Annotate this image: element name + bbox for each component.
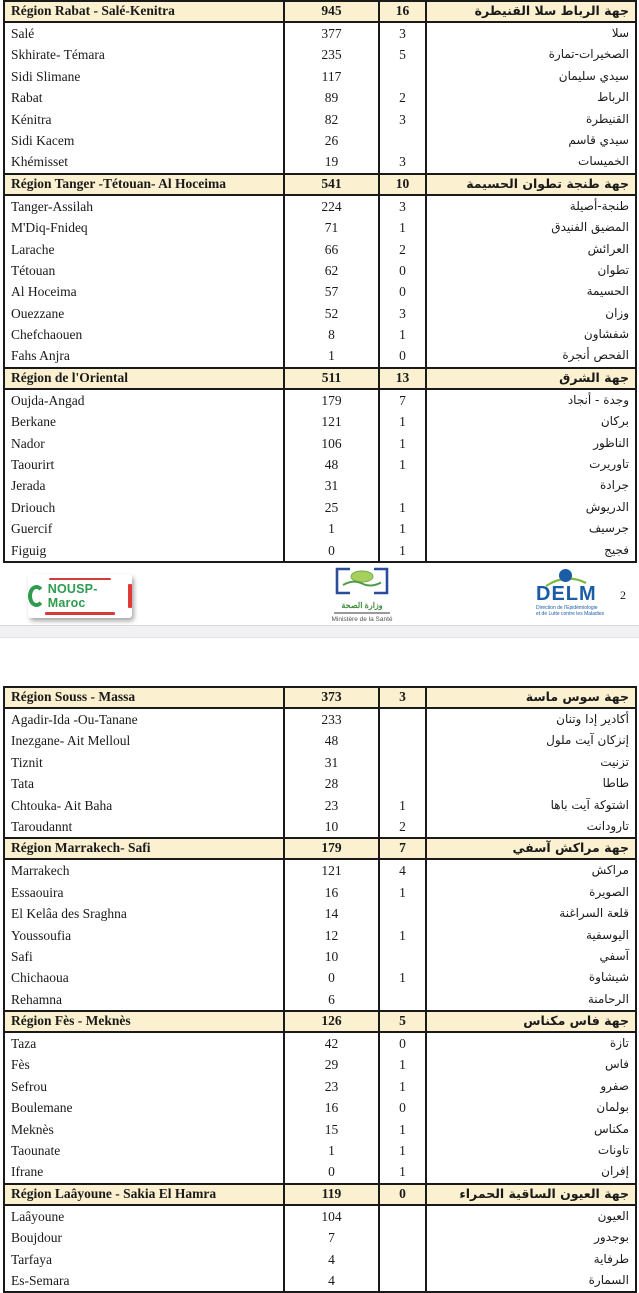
city-row bbox=[5, 196, 635, 217]
city-row bbox=[5, 303, 635, 324]
city-row bbox=[5, 1119, 635, 1140]
city-name-fr: Al Hoceima bbox=[5, 281, 285, 302]
city-row bbox=[5, 239, 635, 260]
city-name-ar: جرسيف bbox=[588, 521, 629, 536]
city-cases: 1 bbox=[285, 1140, 380, 1161]
city-row bbox=[5, 925, 635, 946]
city-deaths: 3 bbox=[380, 196, 427, 217]
ministry-emblem-icon bbox=[334, 567, 390, 595]
city-row bbox=[5, 217, 635, 238]
city-name-fr: Fahs Anjra bbox=[5, 345, 285, 366]
city-name-fr: Tiznit bbox=[5, 752, 285, 773]
city-name-fr: Berkane bbox=[5, 411, 285, 432]
city-name-ar: الناظور bbox=[593, 435, 629, 450]
city-deaths: 0 bbox=[380, 1097, 427, 1118]
city-deaths: 4 bbox=[380, 860, 427, 881]
page-separator-band bbox=[0, 625, 639, 638]
city-deaths bbox=[380, 130, 427, 151]
city-name-ar: آسفي bbox=[599, 948, 629, 963]
city-name-fr: Taounate bbox=[5, 1140, 285, 1161]
city-deaths bbox=[380, 773, 427, 794]
city-deaths bbox=[380, 1249, 427, 1270]
city-cases: 233 bbox=[285, 709, 380, 730]
city-name-fr: Chichaoua bbox=[5, 967, 285, 988]
city-name-fr: Salé bbox=[5, 23, 285, 44]
region-name-fr: Région de l'Oriental bbox=[5, 369, 285, 388]
city-name-ar: قلعة السراغنة bbox=[559, 906, 629, 921]
nousp-arc-icon bbox=[28, 585, 45, 607]
region-total-deaths: 3 bbox=[380, 688, 427, 707]
city-deaths: 1 bbox=[380, 1161, 427, 1182]
delm-circle-icon bbox=[559, 569, 572, 582]
city-deaths: 1 bbox=[380, 1054, 427, 1075]
city-name-ar: الحسيمة bbox=[586, 284, 629, 299]
region-name-ar: جهة الشرق bbox=[559, 369, 629, 385]
city-name-fr: Ouezzane bbox=[5, 303, 285, 324]
city-name-ar: وجدة - أنجاد bbox=[567, 392, 629, 407]
city-name-ar: فاس bbox=[604, 1057, 629, 1072]
city-name-fr: Tétouan bbox=[5, 260, 285, 281]
region-name-fr: Région Rabat - Salé-Kenitra bbox=[5, 2, 285, 21]
city-name-fr: Jerada bbox=[5, 475, 285, 496]
city-name-fr: Meknès bbox=[5, 1119, 285, 1140]
city-row bbox=[5, 709, 635, 730]
city-cases: 31 bbox=[285, 752, 380, 773]
city-name-ar: العيون bbox=[597, 1208, 629, 1223]
city-deaths: 1 bbox=[380, 324, 427, 345]
nousp-maroc-logo bbox=[28, 574, 132, 618]
city-cases: 4 bbox=[285, 1270, 380, 1291]
city-name-ar: وزان bbox=[605, 305, 629, 320]
city-cases: 121 bbox=[285, 411, 380, 432]
city-row bbox=[5, 44, 635, 65]
city-row bbox=[5, 1249, 635, 1270]
city-name-ar: شيشاوة bbox=[588, 970, 629, 985]
city-deaths: 1 bbox=[380, 967, 427, 988]
city-name-fr: Safi bbox=[5, 946, 285, 967]
region-total-deaths: 5 bbox=[380, 1012, 427, 1031]
city-cases: 14 bbox=[285, 903, 380, 924]
region-name-ar: جهة فاس مكناس bbox=[523, 1013, 629, 1029]
city-name-fr: Khémisset bbox=[5, 151, 285, 172]
city-name-ar: سلا bbox=[611, 26, 629, 40]
city-cases: 6 bbox=[285, 989, 380, 1010]
city-deaths: 1 bbox=[380, 411, 427, 432]
city-cases: 4 bbox=[285, 1249, 380, 1270]
city-name-fr: Taourirt bbox=[5, 454, 285, 475]
city-row bbox=[5, 109, 635, 130]
city-deaths: 3 bbox=[380, 23, 427, 44]
city-cases: 16 bbox=[285, 882, 380, 903]
city-deaths: 3 bbox=[380, 303, 427, 324]
city-deaths: 1 bbox=[380, 1119, 427, 1140]
city-name-fr: Inezgane- Ait Melloul bbox=[5, 730, 285, 751]
city-cases: 26 bbox=[285, 130, 380, 151]
region-name-fr: Région Tanger -Tétouan- Al Hoceima bbox=[5, 175, 285, 194]
city-row bbox=[5, 989, 635, 1010]
city-name-fr: Boujdour bbox=[5, 1227, 285, 1248]
city-row bbox=[5, 281, 635, 302]
region-header-row bbox=[5, 367, 635, 390]
nousp-red-bar bbox=[128, 584, 132, 608]
region-header-row bbox=[5, 0, 635, 23]
page-footer bbox=[0, 561, 639, 625]
city-name-ar: تاونات bbox=[597, 1143, 629, 1158]
city-cases: 71 bbox=[285, 217, 380, 238]
region-name-fr: Région Marrakech- Safi bbox=[5, 839, 285, 858]
city-row bbox=[5, 1140, 635, 1161]
region-total-cases: 541 bbox=[285, 175, 380, 194]
city-deaths: 1 bbox=[380, 497, 427, 518]
city-cases: 10 bbox=[285, 946, 380, 967]
city-name-ar: أكادير إدا وتنان bbox=[556, 712, 629, 726]
city-cases: 1 bbox=[285, 518, 380, 539]
city-name-ar: الدريوش bbox=[585, 499, 629, 514]
city-row bbox=[5, 1076, 635, 1097]
city-deaths: 1 bbox=[380, 1140, 427, 1161]
region-total-deaths: 7 bbox=[380, 839, 427, 858]
city-name-fr: Nador bbox=[5, 433, 285, 454]
city-row bbox=[5, 433, 635, 454]
city-cases: 48 bbox=[285, 730, 380, 751]
region-name-fr: Région Souss - Massa bbox=[5, 688, 285, 707]
city-row bbox=[5, 23, 635, 44]
ministry-french-label: Ministère de la Santé bbox=[331, 616, 393, 623]
city-row bbox=[5, 967, 635, 988]
city-name-fr: Boulemane bbox=[5, 1097, 285, 1118]
city-cases: 117 bbox=[285, 66, 380, 87]
city-name-ar: المضيق الفنيدق bbox=[551, 220, 629, 235]
city-row bbox=[5, 795, 635, 816]
city-row bbox=[5, 730, 635, 751]
city-row bbox=[5, 66, 635, 87]
city-deaths bbox=[380, 66, 427, 87]
city-cases: 7 bbox=[285, 1227, 380, 1248]
city-cases: 82 bbox=[285, 109, 380, 130]
city-row bbox=[5, 411, 635, 432]
regions-table-page1 bbox=[3, 0, 637, 563]
city-name-fr: Tarfaya bbox=[5, 1249, 285, 1270]
city-deaths bbox=[380, 1206, 427, 1227]
city-name-fr: Larache bbox=[5, 239, 285, 260]
city-name-fr: Marrakech bbox=[5, 860, 285, 881]
city-name-ar: تاوريرت bbox=[589, 457, 629, 472]
city-cases: 16 bbox=[285, 1097, 380, 1118]
city-name-fr: Figuig bbox=[5, 540, 285, 561]
city-name-ar: الخميسات bbox=[578, 154, 629, 169]
region-name-ar: جهة الرباط سلا القنيطرة bbox=[474, 3, 629, 18]
city-cases: 31 bbox=[285, 475, 380, 496]
city-row bbox=[5, 518, 635, 539]
region-header-row bbox=[5, 837, 635, 860]
city-cases: 224 bbox=[285, 196, 380, 217]
city-deaths: 1 bbox=[380, 882, 427, 903]
city-cases: 121 bbox=[285, 860, 380, 881]
city-deaths: 0 bbox=[380, 281, 427, 302]
region-total-cases: 373 bbox=[285, 688, 380, 707]
city-deaths: 1 bbox=[380, 217, 427, 238]
city-cases: 179 bbox=[285, 390, 380, 411]
city-deaths bbox=[380, 989, 427, 1010]
city-name-fr: Skhirate- Témara bbox=[5, 44, 285, 65]
city-name-ar: اشتوكة آيت باها bbox=[550, 797, 629, 812]
city-deaths: 5 bbox=[380, 44, 427, 65]
city-name-fr: Taza bbox=[5, 1033, 285, 1054]
city-name-fr: Ifrane bbox=[5, 1161, 285, 1182]
region-name-ar: جهة مراكش آسفي bbox=[512, 840, 629, 856]
city-row bbox=[5, 130, 635, 151]
city-name-fr: Tanger-Assilah bbox=[5, 196, 285, 217]
city-name-ar: العرائش bbox=[587, 241, 629, 256]
city-cases: 48 bbox=[285, 454, 380, 475]
city-row bbox=[5, 773, 635, 794]
city-name-fr: Es-Semara bbox=[5, 1270, 285, 1291]
city-deaths: 1 bbox=[380, 518, 427, 539]
city-row bbox=[5, 324, 635, 345]
city-cases: 52 bbox=[285, 303, 380, 324]
city-deaths: 7 bbox=[380, 390, 427, 411]
region-total-deaths: 0 bbox=[380, 1185, 427, 1204]
region-total-deaths: 13 bbox=[380, 369, 427, 388]
delm-label: DELM bbox=[536, 583, 597, 605]
city-deaths bbox=[380, 709, 427, 730]
city-cases: 104 bbox=[285, 1206, 380, 1227]
city-row bbox=[5, 540, 635, 561]
city-deaths: 2 bbox=[380, 87, 427, 108]
city-deaths bbox=[380, 946, 427, 967]
region-total-deaths: 10 bbox=[380, 175, 427, 194]
city-name-ar: سيدي قاسم bbox=[568, 132, 629, 147]
city-name-ar: اليوسفية bbox=[586, 927, 629, 942]
city-row bbox=[5, 260, 635, 281]
city-name-fr: Rabat bbox=[5, 87, 285, 108]
ministry-of-health-logo bbox=[322, 567, 402, 623]
city-name-fr: El Kelâa des Sraghna bbox=[5, 903, 285, 924]
city-name-ar: الصخيرات-تمارة bbox=[548, 47, 629, 62]
city-row bbox=[5, 454, 635, 475]
city-row bbox=[5, 475, 635, 496]
city-name-ar: تازة bbox=[609, 1036, 629, 1051]
city-row bbox=[5, 860, 635, 881]
city-name-fr: Guercif bbox=[5, 518, 285, 539]
city-row bbox=[5, 1054, 635, 1075]
region-header-row bbox=[5, 1010, 635, 1033]
city-name-ar: جرادة bbox=[599, 478, 629, 493]
city-deaths bbox=[380, 475, 427, 496]
city-deaths: 1 bbox=[380, 1076, 427, 1097]
city-name-ar: القنيطرة bbox=[585, 111, 629, 126]
city-row bbox=[5, 1097, 635, 1118]
city-name-fr: Sefrou bbox=[5, 1076, 285, 1097]
region-header-row bbox=[5, 1183, 635, 1206]
city-cases: 106 bbox=[285, 433, 380, 454]
city-deaths: 0 bbox=[380, 260, 427, 281]
region-total-cases: 511 bbox=[285, 369, 380, 388]
city-row bbox=[5, 816, 635, 837]
city-deaths bbox=[380, 903, 427, 924]
city-name-ar: فجيج bbox=[604, 542, 629, 557]
city-name-ar: تطوان bbox=[597, 262, 629, 277]
city-deaths bbox=[380, 1270, 427, 1291]
city-name-ar: طنجة-أصيلة bbox=[569, 198, 629, 213]
city-cases: 23 bbox=[285, 1076, 380, 1097]
region-name-ar: جهة سوس ماسة bbox=[525, 689, 629, 704]
delm-subtitle-line1: Direction de l'Epidémiologie bbox=[536, 605, 598, 611]
city-deaths bbox=[380, 730, 427, 751]
city-name-ar: بوجدور bbox=[594, 1230, 629, 1245]
city-name-fr: Sidi Slimane bbox=[5, 66, 285, 87]
city-name-ar: مكناس bbox=[594, 1121, 629, 1136]
city-cases: 25 bbox=[285, 497, 380, 518]
city-name-fr: Tata bbox=[5, 773, 285, 794]
city-name-fr: Youssoufia bbox=[5, 925, 285, 946]
city-row bbox=[5, 345, 635, 366]
city-name-fr: Taroudannt bbox=[5, 816, 285, 837]
city-name-fr: Agadir-Ida -Ou-Tanane bbox=[5, 709, 285, 730]
city-cases: 1 bbox=[285, 345, 380, 366]
city-name-fr: Laâyoune bbox=[5, 1206, 285, 1227]
region-total-cases: 119 bbox=[285, 1185, 380, 1204]
city-row bbox=[5, 903, 635, 924]
city-deaths: 0 bbox=[380, 1033, 427, 1054]
city-name-ar: شفشاون bbox=[583, 327, 629, 342]
ministry-arabic-label: وزارة الصحة bbox=[341, 601, 383, 610]
city-row bbox=[5, 1270, 635, 1291]
city-name-fr: Oujda-Angad bbox=[5, 390, 285, 411]
region-name-ar: جهة العيون الساقية الحمراء bbox=[459, 1185, 629, 1201]
city-deaths: 1 bbox=[380, 454, 427, 475]
city-name-fr: M'Diq-Fnideq bbox=[5, 217, 285, 238]
city-cases: 23 bbox=[285, 795, 380, 816]
regions-table-page2 bbox=[3, 686, 637, 1293]
city-name-ar: تزنيت bbox=[600, 754, 629, 769]
city-row bbox=[5, 497, 635, 518]
region-header-row bbox=[5, 173, 635, 196]
region-total-cases: 945 bbox=[285, 2, 380, 21]
city-cases: 62 bbox=[285, 260, 380, 281]
city-name-fr: Fès bbox=[5, 1054, 285, 1075]
city-row bbox=[5, 1227, 635, 1248]
delm-logo bbox=[536, 569, 616, 617]
region-total-deaths: 16 bbox=[380, 2, 427, 21]
city-deaths bbox=[380, 752, 427, 773]
city-cases: 235 bbox=[285, 44, 380, 65]
city-cases: 66 bbox=[285, 239, 380, 260]
city-deaths: 3 bbox=[380, 151, 427, 172]
city-name-ar: الرباط bbox=[597, 90, 629, 105]
city-row bbox=[5, 946, 635, 967]
city-name-fr: Chefchaouen bbox=[5, 324, 285, 345]
city-cases: 89 bbox=[285, 87, 380, 108]
city-name-ar: بولمان bbox=[596, 1100, 629, 1115]
city-name-fr: Kénitra bbox=[5, 109, 285, 130]
city-cases: 377 bbox=[285, 23, 380, 44]
city-name-ar: الفحص أنجرة bbox=[562, 348, 629, 363]
city-name-ar: إفران bbox=[601, 1164, 629, 1179]
city-cases: 10 bbox=[285, 816, 380, 837]
delm-subtitle-line2: et de Lutte contre les Maladies bbox=[536, 611, 605, 617]
region-name-fr: Région Laâyoune - Sakia El Hamra bbox=[5, 1185, 285, 1204]
city-name-fr: Driouch bbox=[5, 497, 285, 518]
city-row bbox=[5, 752, 635, 773]
nousp-label: NOUSP-Maroc bbox=[47, 582, 98, 610]
page-number: 2 bbox=[620, 588, 626, 602]
ministry-tifinagh-strip bbox=[334, 612, 390, 614]
city-cases: 29 bbox=[285, 1054, 380, 1075]
city-row bbox=[5, 882, 635, 903]
city-row bbox=[5, 151, 635, 172]
city-name-ar: طرفاية bbox=[593, 1251, 629, 1266]
city-name-ar: الرحامنة bbox=[587, 991, 629, 1006]
city-cases: 8 bbox=[285, 324, 380, 345]
city-deaths: 1 bbox=[380, 925, 427, 946]
city-name-ar: صفرو bbox=[600, 1078, 629, 1093]
city-name-ar: السمارة bbox=[588, 1272, 629, 1287]
city-name-ar: إنزكان آيت ملول bbox=[546, 733, 629, 748]
city-name-ar: تارودانت bbox=[586, 818, 629, 833]
city-cases: 0 bbox=[285, 1161, 380, 1182]
region-total-cases: 179 bbox=[285, 839, 380, 858]
city-name-ar: سيدي سليمان bbox=[558, 68, 629, 83]
city-row bbox=[5, 1161, 635, 1182]
city-deaths: 3 bbox=[380, 109, 427, 130]
city-cases: 12 bbox=[285, 925, 380, 946]
city-cases: 19 bbox=[285, 151, 380, 172]
city-name-ar: بركان bbox=[600, 414, 629, 429]
city-row bbox=[5, 390, 635, 411]
region-name-ar: جهة طنجة تطوان الحسيمة bbox=[466, 175, 629, 191]
city-row bbox=[5, 87, 635, 108]
region-name-fr: Région Fès - Meknès bbox=[5, 1012, 285, 1031]
city-cases: 28 bbox=[285, 773, 380, 794]
city-deaths: 2 bbox=[380, 239, 427, 260]
city-deaths: 0 bbox=[380, 345, 427, 366]
city-name-fr: Chtouka- Ait Baha bbox=[5, 795, 285, 816]
city-row bbox=[5, 1206, 635, 1227]
city-name-fr: Sidi Kacem bbox=[5, 130, 285, 151]
city-cases: 42 bbox=[285, 1033, 380, 1054]
city-cases: 0 bbox=[285, 540, 380, 561]
nousp-small-text-strip bbox=[45, 612, 115, 615]
city-row bbox=[5, 1033, 635, 1054]
nousp-small-text-strip bbox=[49, 578, 111, 581]
city-cases: 0 bbox=[285, 967, 380, 988]
city-cases: 57 bbox=[285, 281, 380, 302]
city-deaths bbox=[380, 1227, 427, 1248]
city-deaths: 1 bbox=[380, 795, 427, 816]
city-deaths: 2 bbox=[380, 816, 427, 837]
city-name-ar: طاطا bbox=[602, 776, 629, 791]
city-name-ar: الصويرة bbox=[589, 884, 629, 899]
city-cases: 15 bbox=[285, 1119, 380, 1140]
city-deaths: 1 bbox=[380, 540, 427, 561]
region-total-cases: 126 bbox=[285, 1012, 380, 1031]
region-header-row bbox=[5, 686, 635, 709]
city-name-fr: Essaouira bbox=[5, 882, 285, 903]
city-name-ar: مراكش bbox=[591, 863, 629, 878]
city-name-fr: Rehamna bbox=[5, 989, 285, 1010]
city-deaths: 1 bbox=[380, 433, 427, 454]
